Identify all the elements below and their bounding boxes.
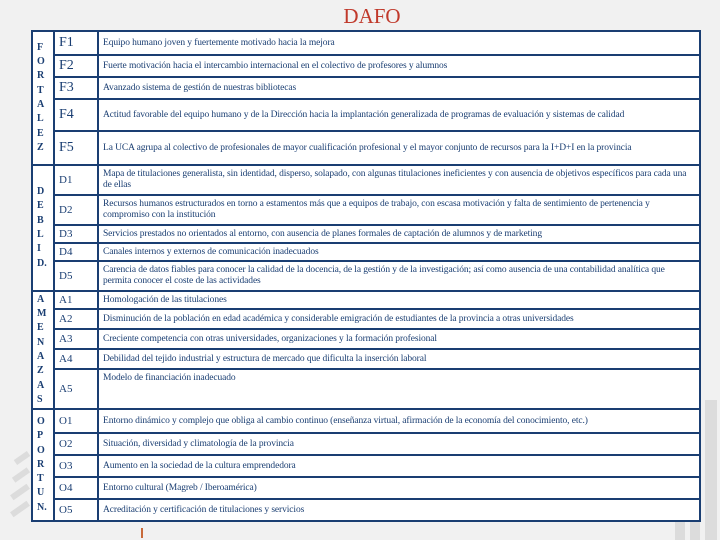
- row-code: F5: [54, 131, 98, 165]
- row-description: Creciente competencia con otras universidades, organizaciones y la formación profesional: [98, 329, 700, 349]
- section-label-fortalezas: [32, 31, 54, 165]
- section-letter: T: [37, 84, 44, 96]
- row-code: O2: [54, 433, 98, 455]
- section-letter: A: [37, 99, 45, 110]
- row-code: O4: [54, 477, 98, 499]
- table-row: [32, 477, 700, 499]
- dafo-table: [31, 30, 701, 522]
- row-description: Carencia de datos fiables para conocer la calidad de la docencia, de la gestión y de la investigación; así como ausencia de una contabilidad analítica que permita conocer el coste de las actividades: [98, 261, 700, 291]
- section-letter: N.: [37, 501, 47, 513]
- row-description: Mapa de titulaciones generalista, sin identidad, disperso, solapado, con algunas titulaciones ineficientes y con ausencia de objetivos específicos para cada una de ellas: [98, 165, 700, 195]
- row-code: F4: [54, 99, 98, 131]
- row-description: Equipo humano joven y fuertemente motivado hacia la mejora: [98, 31, 700, 55]
- row-code: A1: [54, 291, 98, 309]
- row-code: O3: [54, 455, 98, 477]
- section-letter: L: [37, 229, 44, 240]
- section-letter: L: [37, 113, 44, 125]
- table-row: [32, 309, 700, 329]
- section-letter: A: [37, 379, 45, 391]
- section-letter: R: [37, 70, 45, 82]
- section-label-debilidades: [32, 165, 54, 291]
- row-code: A2: [54, 309, 98, 329]
- section-letter: Z: [37, 365, 44, 377]
- table-row: [32, 261, 700, 291]
- table-row: [32, 349, 700, 369]
- row-code: F3: [54, 77, 98, 99]
- row-description: Entorno dinámico y complejo que obliga al cambio continuo (enseñanza virtual, afirmación de la economía del conocimiento, etc.): [98, 409, 700, 433]
- row-code: D4: [54, 243, 98, 261]
- table-row: [32, 225, 700, 243]
- row-description: Debilidad del tejido industrial y estructura de mercado que dificulta la inserción laboral: [98, 349, 700, 369]
- section-letter: U: [37, 487, 45, 499]
- section-letter: A: [37, 351, 45, 362]
- section-letter: E: [37, 127, 44, 139]
- section-letter: T: [37, 473, 44, 485]
- section-label-amenazas: [32, 291, 54, 409]
- table-row: [32, 131, 700, 165]
- row-description: Acreditación y certificación de titulaciones y servicios: [98, 499, 700, 521]
- row-code: A3: [54, 329, 98, 349]
- table-row: [32, 165, 700, 195]
- row-description: Actitud favorable del equipo humano y de la Dirección hacia la implantación generalizada de programas de evaluación y sistemas de calidad: [98, 99, 700, 131]
- row-description: Disminución de la población en edad académica y considerable emigración de estudiantes de la provincia a otras universidades: [98, 309, 700, 329]
- table-row: [32, 31, 700, 55]
- table-row: [32, 499, 700, 521]
- section-label-oportunidades: [32, 409, 54, 521]
- section-letter: F: [37, 41, 44, 53]
- row-code: A4: [54, 349, 98, 369]
- row-description: Servicios prestados no orientados al entorno, con ausencia de planes formales de captación de alumnos y de marketing: [98, 225, 700, 243]
- section-letter: N: [37, 336, 45, 348]
- text-cursor: [141, 528, 143, 538]
- table-row: [32, 369, 700, 409]
- row-description: Aumento en la sociedad de la cultura emprendedora: [98, 455, 700, 477]
- section-letter: I: [37, 243, 41, 255]
- section-letter: Z: [37, 141, 44, 153]
- table-row: [32, 195, 700, 225]
- table-row: [32, 243, 700, 261]
- section-letter: D.: [37, 257, 47, 269]
- table-row: [32, 55, 700, 77]
- row-description: Entorno cultural (Magreb / Iberoamérica): [98, 477, 700, 499]
- table-row: [32, 329, 700, 349]
- row-code: F1: [54, 31, 98, 55]
- table-row: [32, 455, 700, 477]
- section-letter: D: [37, 186, 45, 198]
- page-title: DAFO: [343, 4, 401, 28]
- row-description: Modelo de financiación inadecuado: [98, 369, 700, 409]
- row-code: D2: [54, 195, 98, 225]
- section-letter: P: [37, 430, 44, 442]
- row-description: La UCA agrupa al colectivo de profesionales de mayor cualificación profesional y el mayor conjunto de recursos para la I+D+I en la provincia: [98, 131, 700, 165]
- row-code: A5: [54, 369, 98, 409]
- row-description: Recursos humanos estructurados en torno a estamentos más que a equipos de trabajo, con escasa motivación y falta de sentimiento de pertenencia y compromiso con la institución: [98, 195, 700, 225]
- row-code: F2: [54, 55, 98, 77]
- table-row: [32, 77, 700, 99]
- section-letter: B: [37, 214, 44, 226]
- section-letter: E: [37, 200, 44, 212]
- section-letter: O: [37, 444, 45, 456]
- row-code: D1: [54, 165, 98, 195]
- section-letter: O: [37, 415, 45, 427]
- section-letter: E: [37, 322, 44, 334]
- table-row: [32, 99, 700, 131]
- row-code: O5: [54, 499, 98, 521]
- row-description: Situación, diversidad y climatología de la provincia: [98, 433, 700, 455]
- section-letter: S: [37, 393, 43, 405]
- section-letter: M: [37, 308, 47, 320]
- row-description: Homologación de las titulaciones: [98, 291, 700, 309]
- section-letter: A: [37, 293, 45, 305]
- row-description: Avanzado sistema de gestión de nuestras bibliotecas: [98, 77, 700, 99]
- table-row: [32, 409, 700, 433]
- section-letter: O: [37, 56, 45, 68]
- section-letter: R: [37, 458, 45, 470]
- row-code: D5: [54, 261, 98, 291]
- row-code: D3: [54, 225, 98, 243]
- row-description: Fuerte motivación hacia el intercambio internacional en el colectivo de profesores y alumnos: [98, 55, 700, 77]
- table-row: [32, 433, 700, 455]
- row-code: O1: [54, 409, 98, 433]
- table-row: [32, 291, 700, 309]
- row-description: Canales internos y externos de comunicación inadecuados: [98, 243, 700, 261]
